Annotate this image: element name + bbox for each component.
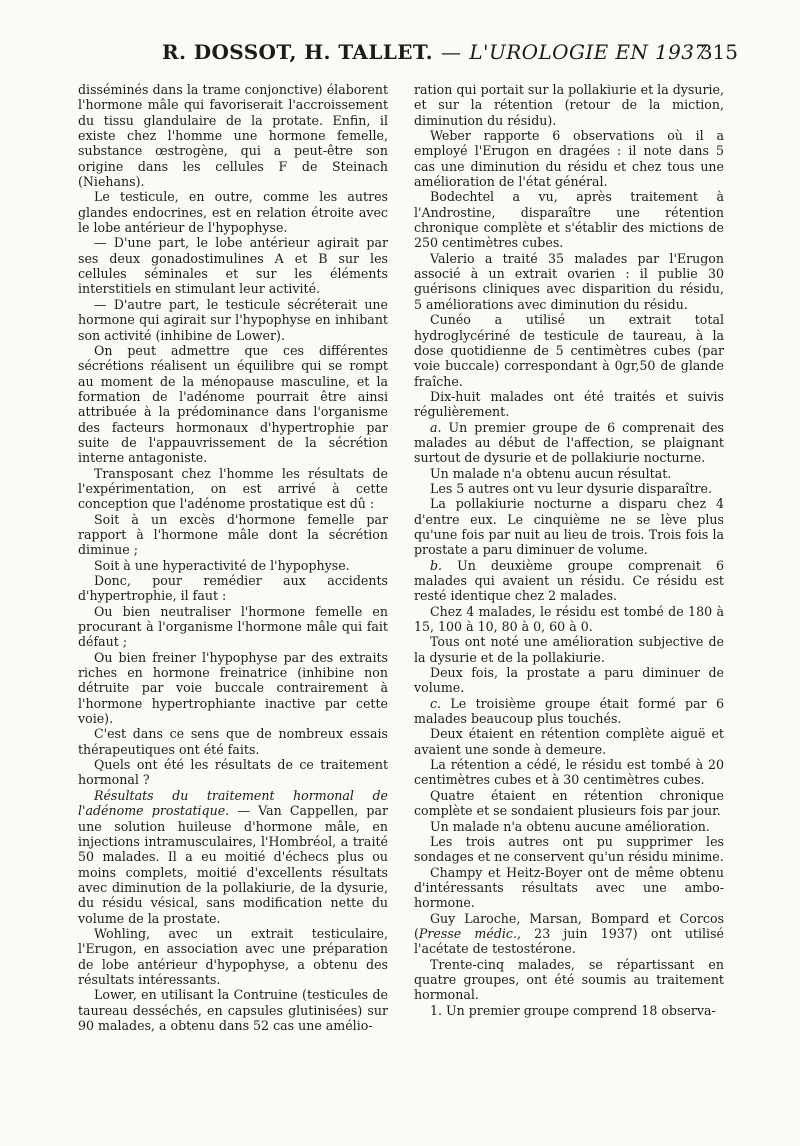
paragraph xyxy=(414,757,724,788)
paragraph-text: Quatre étaient en rétention chronique complète et se sondaient plusieurs fois par jour. xyxy=(414,787,724,819)
paragraph xyxy=(78,82,388,189)
paragraph-text: ration qui portait sur la pollakiurie et la dysurie, et sur la rétention (retour de la miction, diminution du résidu). xyxy=(414,82,724,128)
paragraph xyxy=(78,343,388,466)
paragraph xyxy=(78,512,388,558)
paragraph xyxy=(414,128,724,189)
paragraph-text: 1. Un premier groupe comprend 18 observa- xyxy=(430,1002,716,1018)
paragraph-text: Lower, en utilisant la Contruine (testicules de taureau desséchés, en capsules glutinisées) sur 90 malades, a obtenu dans 52 cas une amélio- xyxy=(78,987,388,1033)
paragraph xyxy=(414,251,724,312)
paragraph-text: Champy et Heitz-Boyer ont de même obtenu d'intéressants résultats avec une ambo-hormone. xyxy=(414,864,724,911)
paragraph-text: Wohling, avec un extrait testiculaire, l'Erugon, en association avec une préparation de lobe antérieur d'hypophyse, a obtenu des résultats intéressants. xyxy=(78,925,388,987)
paragraph xyxy=(78,189,388,235)
paragraph xyxy=(78,235,388,296)
paragraph-text: Dix-huit malades ont été traités et suivis régulièrement. xyxy=(414,388,724,420)
paragraph xyxy=(78,650,388,727)
paragraph xyxy=(414,189,724,250)
paragraph xyxy=(414,834,724,865)
paragraph-text: Valerio a traité 35 malades par l'Erugon associé à un extrait ovarien : il publie 30 guérisons cliniques avec disparition du résidu, 5 améliorations avec diminution du résidu. xyxy=(414,250,724,312)
italic-lead: a. xyxy=(430,419,442,435)
paragraph-text: Deux fois, la prostate a paru diminuer de volume. xyxy=(414,665,724,696)
right-column xyxy=(414,82,724,1122)
paragraph-text: Les trois autres ont pu supprimer les sondages et ne conservent qu'un résidu minime. xyxy=(414,833,724,865)
page-header xyxy=(62,40,738,74)
paragraph xyxy=(414,82,724,128)
paragraph-text: Soit à une hyperactivité de l'hypophyse. xyxy=(94,557,350,573)
paragraph xyxy=(414,481,724,496)
italic-lead: Résultats du traitement hormonal de l'adénome prostatique. xyxy=(78,787,388,819)
paragraph xyxy=(414,911,724,957)
paragraph-text: Deux étaient en rétention complète aiguë et avaient une sonde à demeure. xyxy=(414,726,724,757)
paragraph xyxy=(78,788,388,926)
paragraph xyxy=(78,726,388,757)
paragraph-text: Un deuxième groupe comprenait 6 malades qui avaient un résidu. Ce résidu est resté identique chez 2 malades. xyxy=(414,557,724,604)
paragraph xyxy=(78,558,388,573)
paragraph xyxy=(414,604,724,635)
paragraph xyxy=(414,1003,724,1018)
paragraph-text: Quels ont été les résultats de ce traitement hormonal ? xyxy=(78,757,388,788)
page-number: 315 xyxy=(699,40,738,64)
paragraph-text: Weber rapporte 6 observations où il a employé l'Erugon en dragées : il note dans 5 cas une diminution du résidu et chez tous une amélioration de l'état général. xyxy=(414,128,724,190)
paragraph-text: Ou bien neutraliser l'hormone femelle en procurant à l'organisme l'hormone mâle qui fait défaut ; xyxy=(78,603,388,650)
paragraph xyxy=(414,558,724,604)
paragraph-text: Ou bien freiner l'hypophyse par des extraits riches en hormone freinatrice (inhibine non détruite par voie buccale contrairement à l'hormone hypertrophiante inactive par cette voie). xyxy=(78,649,388,727)
paragraph xyxy=(78,926,388,987)
paragraph xyxy=(78,297,388,343)
italic-lead: c. xyxy=(430,695,442,711)
paragraph xyxy=(414,788,724,819)
paragraph-text: — D'une part, le lobe antérieur agirait par ses deux gonadostimulines A et B sur les cellules séminales et sur les éléments interstitiels en stimulant leur activité. xyxy=(78,235,388,297)
paragraph xyxy=(414,420,724,466)
paragraph xyxy=(414,634,724,665)
paragraph-text: La pollakiurie nocturne a disparu chez 4 d'entre eux. Le cinquième ne se lève plus qu'une fois par nuit au lieu de trois. Trois fois la prostate a paru diminuer de volume. xyxy=(414,496,724,558)
paragraph-text: Guy Laroche, Marsan, Bompard et Corcos ( xyxy=(414,910,724,941)
paragraph xyxy=(78,573,388,604)
left-column xyxy=(78,82,388,1122)
paragraph-text: Cunéo a utilisé un extrait total hydroglycériné de testicule de taureau, à la dose quotidienne de 5 centimètres cubes (par voie buccale) correspondant à 0gr,50 de glande fraîche. xyxy=(414,312,724,389)
paragraph xyxy=(414,696,724,727)
paragraph xyxy=(414,496,724,557)
paragraph-text: Chez 4 malades, le résidu est tombé de 180 à 15, 100 à 10, 80 à 0, 60 à 0. xyxy=(414,603,724,635)
paragraph-text: Un premier groupe de 6 comprenait des malades au début de l'affection, se plaignant surtout de dysurie et de pollakiurie nocturne. xyxy=(414,419,724,466)
header-authors: R. DOSSOT, H. TALLET. xyxy=(162,40,433,64)
paragraph xyxy=(414,957,724,1003)
paragraph xyxy=(414,312,724,389)
paragraph xyxy=(78,987,388,1033)
paragraph-text: Trente-cinq malades, se répartissant en quatre groupes, ont été soumis au traitement hormonal. xyxy=(414,956,724,1003)
paragraph-text: — Van Cappellen, par une solution huileuse d'hormone mâle, en injections intramusculaires, l'Hombréol, a traité 50 malades. Il a eu moitié d'échecs plus ou moins complets, moitié d'excellents résultats avec diminution de la pollakiurie, de la dysurie, du résidu vésical, sans modification nette du volume de la prostate. xyxy=(78,803,388,926)
paragraph-text: Soit à un excès d'hormone femelle par rapport à l'hormone mâle dont la sécrétion diminue ; xyxy=(78,511,388,558)
paragraph xyxy=(414,726,724,757)
paragraph xyxy=(414,389,724,420)
paragraph-text: La rétention a cédé, le résidu est tombé à 20 centimètres cubes et à 30 centimètres cubes. xyxy=(414,757,724,788)
paragraph-text: Bodechtel a vu, après traitement à l'Androstine, disparaître une rétention chronique complète et s'établir des mictions de 250 centimètres cubes. xyxy=(414,189,724,251)
paragraph-text: On peut admettre que ces différentes sécrétions réalisent un équilibre qui se rompt au moment de la ménopause masculine, et la formation de l'adénome pourrait être ainsi attribuée à la prédominance dans l'organisme des facteurs hormonaux d'hypertrophie par suite de l'appauvrissement de la sécrétion interne antagoniste. xyxy=(78,342,388,466)
paragraph-text: disséminés dans la trame conjonctive) élaborent l'hormone mâle qui favoriserait l'accroissement du tissu glandulaire de la protate. Enfin, il existe chez l'homme une hormone femelle, substance œstrogène, qui a peut-être son origine dans les cellules F de Steinach (Niehans). xyxy=(78,82,388,190)
paragraph xyxy=(414,819,724,834)
header-separator: — xyxy=(440,40,462,64)
paragraph-text: Le troisième groupe était formé par 6 malades beaucoup plus touchés. xyxy=(414,695,724,727)
paragraph xyxy=(414,466,724,481)
paragraph-text: Le testicule, en outre, comme les autres glandes endocrines, est en relation étroite avec le lobe antérieur de l'hypophyse. xyxy=(78,189,388,236)
header-journal: L'UROLOGIE EN 1937 xyxy=(469,40,708,64)
paragraph-text: Un malade n'a obtenu aucun résultat. xyxy=(430,465,672,481)
paragraph-text: Un malade n'a obtenu aucune amélioration. xyxy=(430,818,710,834)
paragraph-text: Les 5 autres ont vu leur dysurie disparaître. xyxy=(430,480,712,496)
paragraph xyxy=(414,665,724,696)
paragraph xyxy=(78,757,388,788)
paragraph xyxy=(414,865,724,911)
paragraph-text: Donc, pour remédier aux accidents d'hypertrophie, il faut : xyxy=(78,573,388,604)
paragraph-text: C'est dans ce sens que de nombreux essais thérapeutiques ont été faits. xyxy=(78,726,388,757)
italic-lead: b. xyxy=(430,557,443,573)
paragraph-text: Tous ont noté une amélioration subjective de la dysurie et de la pollakiurie. xyxy=(414,634,724,665)
running-title xyxy=(162,40,708,64)
paragraph xyxy=(78,466,388,512)
paragraph-text-after: , 23 juin 1937) ont utilisé l'acétate de testostérone. xyxy=(414,925,724,957)
italic-citation: Presse médic. xyxy=(418,925,517,941)
paragraph-text: — D'autre part, le testicule sécréterait une hormone qui agirait sur l'hypophyse en inhibant son activité (inhibine de Lower). xyxy=(78,296,388,343)
paragraph xyxy=(78,604,388,650)
paragraph-text: Transposant chez l'homme les résultats de l'expérimentation, on est arrivé à cette conception que l'adénome prostatique est dû : xyxy=(78,465,388,512)
